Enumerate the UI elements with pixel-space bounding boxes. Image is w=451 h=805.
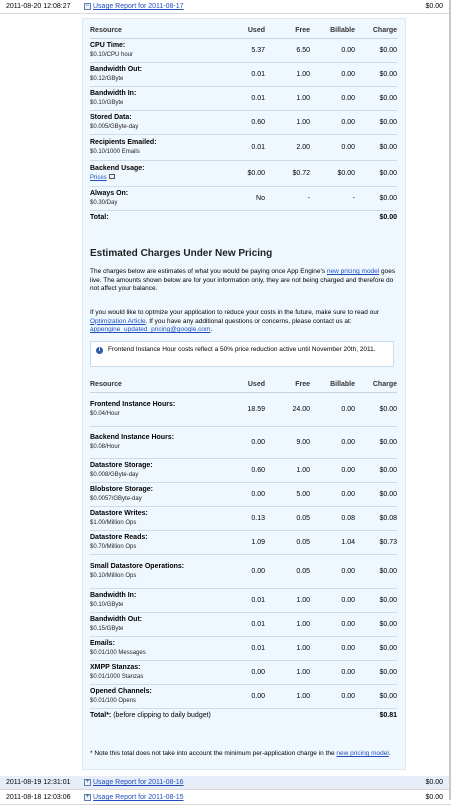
cell-charge: $0.00 [355, 160, 397, 186]
table-row [90, 458, 397, 482]
resource-rate: $0.01/100 Messages [90, 649, 146, 656]
resource-name: Bandwidth Out: [90, 65, 143, 73]
price-reduction-notice [90, 341, 394, 367]
col-used: Used [220, 378, 265, 392]
resource-name: Datastore Storage: [90, 461, 153, 469]
cell-billable: 0.00 [310, 684, 355, 708]
resource-rate: $0.01/1000 Stanzas [90, 673, 144, 680]
notice-text: Frontend Instance Hour costs reflect a 50% price reduction active until November 20th, 2011. [108, 346, 376, 353]
resource-cell [90, 530, 220, 554]
cell-used: 0.01 [220, 612, 265, 636]
total-label-cell [90, 210, 355, 224]
cell-billable: $0.00 [310, 160, 355, 186]
cell-free: 1.00 [265, 458, 310, 482]
resource-cell [90, 588, 220, 612]
cell-charge: $0.00 [355, 134, 397, 160]
resource-cell [90, 458, 220, 482]
resource-rate: $0.0057/GByte-day [90, 495, 142, 502]
resource-name: Opened Channels: [90, 687, 152, 695]
cell-used: 0.00 [220, 684, 265, 708]
table-row [90, 62, 397, 86]
cell-free: 1.00 [265, 62, 310, 86]
cell-used: No [220, 186, 265, 210]
cell-free: 1.00 [265, 684, 310, 708]
report-total: $0.00 [425, 779, 443, 786]
cell-free: 0.05 [265, 506, 310, 530]
resource-cell [90, 160, 220, 186]
resource-rate: $0.10/GByte [90, 601, 124, 608]
cell-free: $0.72 [265, 160, 310, 186]
cell-free: 1.00 [265, 110, 310, 134]
usage-report-link[interactable]: Usage Report for 2011-08-15 [93, 794, 184, 801]
intro-text-cont: goes live. The amounts shown below are for your information only, they are not being charged and therefore do not affect your balance. [90, 268, 396, 292]
table-row [90, 86, 397, 110]
resource-name: Stored Data: [90, 113, 132, 121]
cell-charge: $0.00 [355, 554, 397, 588]
resource-rate: $0.01/100 Opens [90, 697, 137, 704]
resource-cell [90, 482, 220, 506]
resource-name: Bandwidth Out: [90, 615, 143, 623]
table-row [90, 482, 397, 506]
cell-charge: $0.00 [355, 186, 397, 210]
cell-free: 5.00 [265, 482, 310, 506]
cell-billable: 0.00 [310, 458, 355, 482]
footnote-end: . [388, 750, 391, 757]
resource-cell [90, 110, 220, 134]
resource-cell [90, 684, 220, 708]
cell-free: 0.05 [265, 554, 310, 588]
cell-used: $0.00 [220, 160, 265, 186]
optimize-text: If you would like to optmize your application to reduce your costs in the future, make sure to read our [90, 309, 380, 316]
resource-rate: $0.12/GByte [90, 75, 124, 82]
table-row [90, 636, 397, 660]
cell-billable: 0.00 [310, 86, 355, 110]
col-charge: Charge [355, 378, 397, 392]
cell-used: 0.00 [220, 482, 265, 506]
total-value: $0.81 [379, 711, 397, 719]
cell-used: 0.01 [220, 636, 265, 660]
resource-cell [90, 86, 220, 110]
table-row [90, 392, 397, 426]
resource-name: Frontend Instance Hours: [90, 400, 176, 408]
report-date: 2011-08-19 12:31:01 [6, 779, 71, 786]
cell-billable: 0.00 [310, 62, 355, 86]
report-date: 2011-08-18 12:03:06 [6, 794, 71, 801]
expand-toggle-icon[interactable]: + [85, 794, 90, 800]
prices-link[interactable]: Prices [90, 174, 107, 181]
cell-charge: $0.00 [355, 392, 397, 426]
report-total: $0.00 [425, 3, 443, 10]
total-note: (before clipping to daily budget) [111, 711, 211, 719]
optimize-text-end: . [210, 326, 213, 333]
resource-name: Emails: [90, 639, 115, 647]
new-pricing-model-link[interactable]: new pricing model [326, 268, 380, 275]
resource-name: Recipients Emailed: [90, 138, 157, 146]
cell-charge: $0.00 [355, 660, 397, 684]
total-row [90, 708, 397, 722]
cell-charge: $0.00 [355, 86, 397, 110]
table-row [90, 160, 397, 186]
collapse-toggle-icon[interactable]: − [85, 3, 90, 9]
cell-billable: 0.00 [310, 588, 355, 612]
cell-charge: $0.00 [355, 110, 397, 134]
cell-free: 9.00 [265, 426, 310, 458]
cell-used: 5.37 [220, 38, 265, 62]
col-resource: Resource [90, 24, 220, 38]
col-free: Free [265, 24, 310, 38]
table-header-row [90, 378, 397, 392]
cell-charge: $0.00 [355, 482, 397, 506]
cell-used: 0.01 [220, 86, 265, 110]
cell-billable: 1.04 [310, 530, 355, 554]
cell-billable: 0.00 [310, 660, 355, 684]
cell-charge: $0.00 [355, 426, 397, 458]
resource-rate: $0.10/CPU hour [90, 51, 134, 58]
cell-billable: 0.00 [310, 554, 355, 588]
cell-billable: 0.00 [310, 482, 355, 506]
resource-name: XMPP Stanzas: [90, 663, 141, 671]
cell-charge: $0.08 [355, 506, 397, 530]
external-link-icon [109, 174, 115, 179]
cell-used: 0.00 [220, 426, 265, 458]
cell-used: 0.01 [220, 134, 265, 160]
total-row [90, 210, 397, 224]
resource-rate: $0.005/GByte-day [90, 123, 139, 130]
cell-free: 1.00 [265, 588, 310, 612]
cell-used: 1.09 [220, 530, 265, 554]
cell-used: 0.00 [220, 660, 265, 684]
table-header-row [90, 24, 397, 38]
resource-rate: $0.10/Million Ops [90, 572, 137, 579]
total-label-cell [90, 708, 355, 722]
resource-cell [90, 506, 220, 530]
resource-cell [90, 186, 220, 210]
cell-free: 1.00 [265, 612, 310, 636]
col-resource: Resource [90, 378, 220, 392]
table-row [90, 110, 397, 134]
resource-cell [90, 554, 220, 588]
cell-billable: 0.00 [310, 110, 355, 134]
cell-billable: 0.00 [310, 612, 355, 636]
table-row [90, 684, 397, 708]
info-icon: i [96, 347, 103, 354]
table-row [90, 38, 397, 62]
resource-cell [90, 62, 220, 86]
resource-name: Always On: [90, 189, 129, 197]
cell-used: 0.00 [220, 554, 265, 588]
cell-charge: $0.00 [355, 458, 397, 482]
new-pricing-intro [90, 268, 398, 294]
intro-text: The charges below are estimates of what you would be paying once App Engine's [90, 268, 327, 275]
cell-free: 1.00 [265, 636, 310, 660]
resource-rate: $0.10/GByte [90, 99, 124, 106]
cell-charge: $0.00 [355, 612, 397, 636]
total-label: Total*: [90, 711, 112, 719]
table-row [90, 660, 397, 684]
resource-name: CPU Time: [90, 41, 126, 49]
resource-rate: $0.70/Million Ops [90, 543, 137, 550]
table-row [90, 612, 397, 636]
contact-email-link[interactable]: appengine_updated_pricing@google.com [90, 326, 211, 333]
resource-rate: $0.008/GByte-day [90, 471, 139, 478]
cell-charge: $0.00 [355, 588, 397, 612]
table-row [90, 506, 397, 530]
resource-cell [90, 392, 220, 426]
resource-name: Bandwidth In: [90, 591, 137, 599]
cell-free: 6.50 [265, 38, 310, 62]
expand-toggle-icon[interactable]: + [85, 779, 90, 785]
report-row-2011-08-16 [0, 776, 451, 790]
cell-free: - [265, 186, 310, 210]
report-row-2011-08-15 [0, 791, 451, 805]
cell-billable: 0.08 [310, 506, 355, 530]
optimization-article-link[interactable]: Optimization Article [90, 317, 146, 325]
resource-rate: $1.00/Million Ops [90, 519, 137, 526]
resource-cell [90, 38, 220, 62]
resource-rate: $0.30/Day [90, 199, 118, 206]
table-row [90, 554, 397, 588]
cell-used: 0.60 [220, 110, 265, 134]
resource-rate: $0.08/Hour [90, 443, 120, 450]
resource-name: Datastore Writes: [90, 509, 148, 517]
resource-rate: $0.15/GByte [90, 625, 124, 632]
resource-name: Blobstore Storage: [90, 485, 154, 493]
current-usage-table [90, 24, 397, 224]
table-row [90, 426, 397, 458]
usage-report-link[interactable]: Usage Report for 2011-08-17 [93, 3, 184, 10]
resource-cell [90, 636, 220, 660]
report-total: $0.00 [425, 794, 443, 801]
cell-charge: $0.00 [355, 62, 397, 86]
usage-report-link[interactable]: Usage Report for 2011-08-16 [93, 779, 184, 786]
col-billable: Billable [310, 378, 355, 392]
cell-charge: $0.00 [355, 38, 397, 62]
cell-charge: $0.73 [355, 530, 397, 554]
cell-used: 0.01 [220, 588, 265, 612]
resource-name: Datastore Reads: [90, 533, 148, 541]
optimize-text-cont: . If you have any additional questions or concerns, please contact us at: [145, 317, 352, 325]
optimization-paragraph [90, 309, 398, 335]
cell-free: 24.00 [265, 392, 310, 426]
cell-billable: 0.00 [310, 38, 355, 62]
report-date: 2011-08-20 12:08:27 [6, 3, 71, 10]
report-row-2011-08-17 [0, 0, 451, 14]
resource-name: Backend Usage: [90, 164, 145, 172]
cell-free: 1.00 [265, 86, 310, 110]
total-value: $0.00 [379, 213, 397, 221]
table-row [90, 134, 397, 160]
cell-used: 18.59 [220, 392, 265, 426]
resource-rate: $0.04/Hour [90, 410, 120, 417]
pricing-footnote [90, 750, 395, 759]
resource-name: Backend Instance Hours: [90, 433, 175, 441]
table-row [90, 530, 397, 554]
cell-used: 0.13 [220, 506, 265, 530]
cell-used: 0.01 [220, 62, 265, 86]
resource-cell [90, 134, 220, 160]
table-row [90, 186, 397, 210]
resource-cell [90, 612, 220, 636]
table-row [90, 588, 397, 612]
resource-name: Small Datastore Operations: [90, 562, 185, 570]
col-free: Free [265, 378, 310, 392]
resource-cell [90, 426, 220, 458]
cell-billable: - [310, 186, 355, 210]
col-charge: Charge [355, 24, 397, 38]
cell-free: 0.05 [265, 530, 310, 554]
cell-charge: $0.00 [355, 636, 397, 660]
cell-used: 0.60 [220, 458, 265, 482]
footnote-text: * Note this total does not take into account the minimum per-application charge in the [90, 750, 337, 757]
resource-cell [90, 660, 220, 684]
cell-free: 1.00 [265, 660, 310, 684]
cell-billable: 0.00 [310, 392, 355, 426]
cell-billable: 0.00 [310, 134, 355, 160]
resource-name: Bandwidth In: [90, 89, 137, 97]
cell-billable: 0.00 [310, 426, 355, 458]
resource-rate: $0.10/1000 Emails [90, 148, 140, 155]
total-label: Total: [90, 213, 109, 221]
new-pricing-table [90, 378, 397, 722]
cell-charge: $0.00 [355, 684, 397, 708]
col-used: Used [220, 24, 265, 38]
cell-free: 2.00 [265, 134, 310, 160]
col-billable: Billable [310, 24, 355, 38]
cell-billable: 0.00 [310, 636, 355, 660]
footnote-pricing-link[interactable]: new pricing model [336, 750, 389, 757]
new-pricing-title: Estimated Charges Under New Pricing [90, 248, 273, 259]
